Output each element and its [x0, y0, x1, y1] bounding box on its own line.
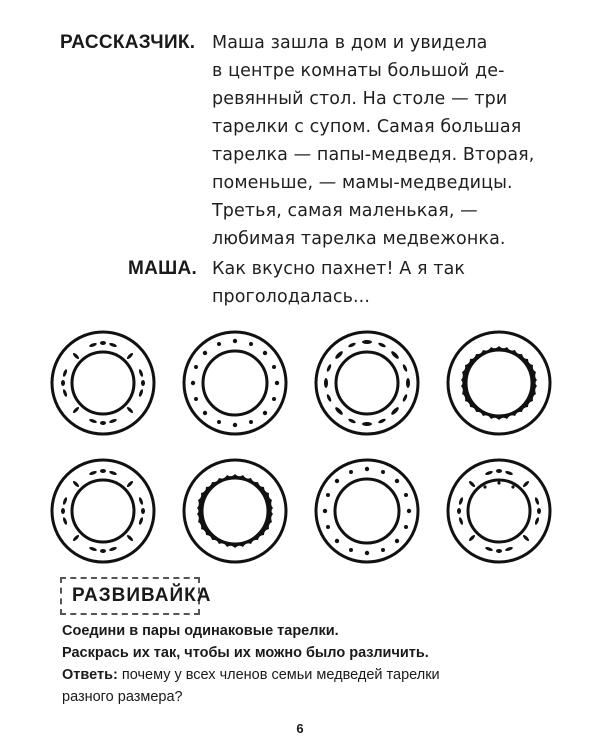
page-number: 6 — [296, 721, 304, 736]
plate-dots-ring[interactable] — [180, 328, 290, 438]
narrator-line-1: Маша зашла в дом и увидела — [212, 33, 488, 53]
task-3-text: почему у всех членов семьи медведей тарелки — [117, 667, 440, 683]
narrator-line-4: тарелки с супом. Самая большая — [212, 117, 522, 137]
narrator-line-3: ревянный стол. На столе — три — [212, 89, 508, 109]
masha-line-1: Как вкусно пахнет! А я так — [212, 259, 466, 279]
narrator-line-6: поменьше, — мамы-медведицы. — [212, 173, 513, 193]
task-3 — [62, 667, 440, 683]
task-2: Раскрась их так, чтобы их можно было различить. — [62, 645, 429, 661]
narrator-line-7: Третья, самая маленькая, — — [212, 201, 478, 221]
plate-leaf-wreath-dots[interactable] — [444, 456, 554, 566]
plate-dots-ring[interactable] — [312, 456, 422, 566]
plate-scalloped-edge[interactable] — [180, 456, 290, 566]
plates-grid — [48, 328, 556, 576]
plate-scalloped-edge[interactable] — [444, 328, 554, 438]
plate-leaf-wreath[interactable] — [48, 456, 158, 566]
narrator-line-8: любимая тарелка медвежонка. — [212, 229, 506, 249]
plate-leaf-wreath[interactable] — [48, 328, 158, 438]
narrator-line-2: в центре комнаты большой де- — [212, 61, 505, 81]
task-3-line-2: разного размера? — [62, 689, 183, 705]
task-1: Соедини в пары одинаковые тарелки. — [62, 623, 339, 639]
masha-line-2: проголодалась... — [212, 287, 371, 307]
narrator-label: РАССКАЗЧИК. — [60, 32, 196, 53]
razvivaika-title: РАЗВИВАЙКА — [72, 585, 212, 606]
task-3-lead: Ответь: — [62, 667, 118, 683]
narrator-line-5: тарелка — папы-медведя. Вторая, — [212, 145, 535, 165]
razvivaika-box — [60, 577, 212, 615]
masha-label: МАША. — [128, 258, 198, 279]
plate-leaf-wreath-wavy[interactable] — [312, 328, 422, 438]
